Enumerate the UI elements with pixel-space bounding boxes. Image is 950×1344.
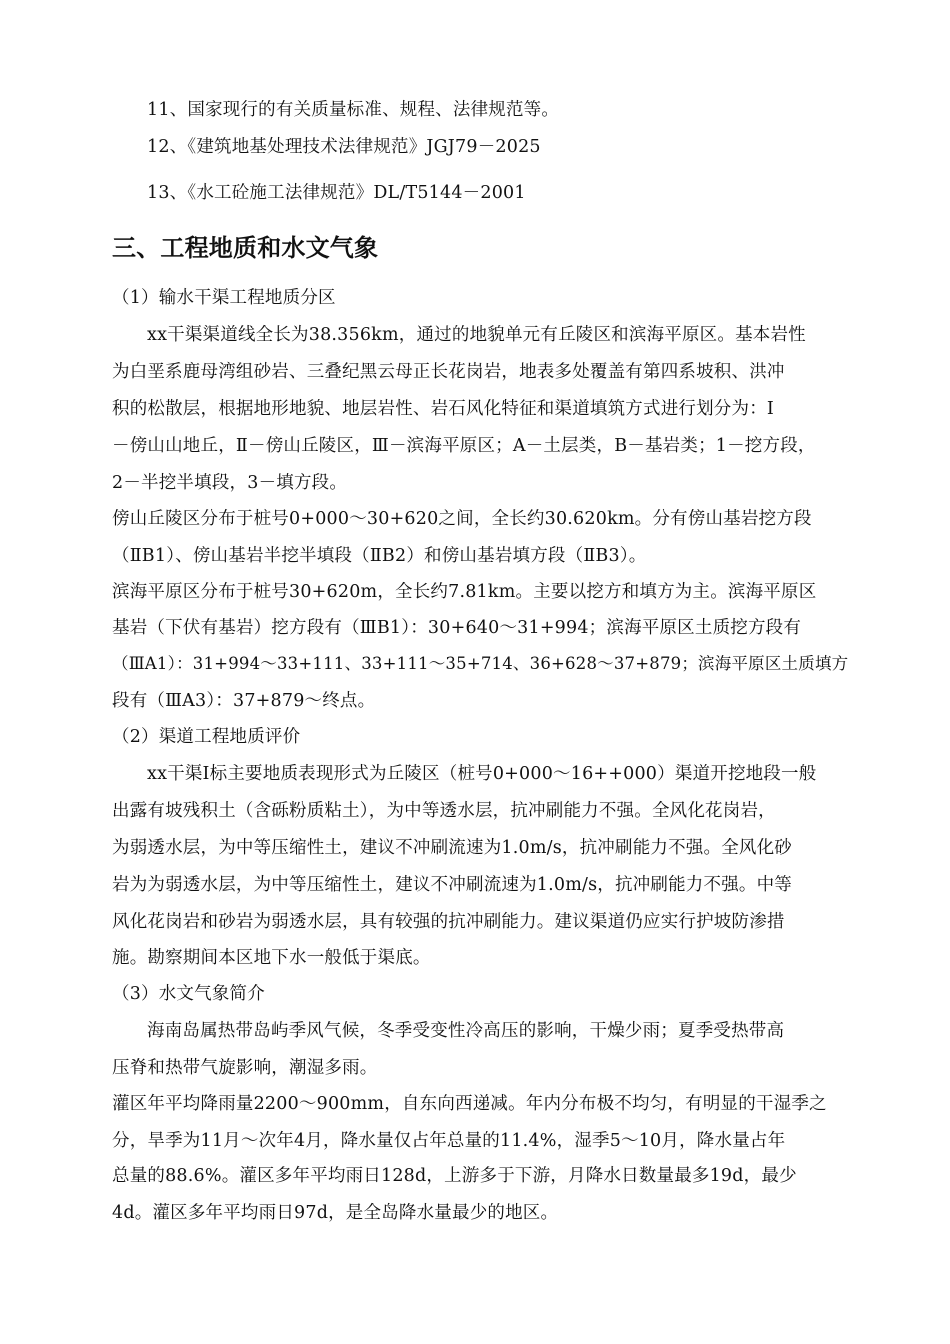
paragraph-line: 施。勘察期间本区地下水一般低于渠底。 [112, 948, 431, 968]
paragraph-line: 4d。灌区多年平均雨日97d，是全岛降水量最少的地区。 [112, 1203, 559, 1223]
paragraph-line: 分，旱季为11月～次年4月，降水量仅占年总量的11.4%，湿季5～10月，降水量占年 [112, 1131, 786, 1151]
paragraph-line: 海南岛属热带岛屿季风气候，冬季受变性冷高压的影响，干燥少雨；夏季受热带高 [147, 1021, 785, 1041]
paragraph-line: 为弱透水层，为中等压缩性土，建议不冲刷流速为1.0m/s，抗冲刷能力不强。全风化砂 [112, 838, 792, 858]
list-item: 11、国家现行的有关质量标准、规程、法律规范等。 [147, 100, 560, 120]
list-item: 13、《水工砼施工法律规范》DL/T5144－2001 [147, 183, 526, 203]
paragraph-line: 2－半挖半填段，3－填方段。 [112, 473, 348, 493]
paragraph-line: 积的松散层，根据地形地貌、地层岩性、岩石风化特征和渠道填筑方式进行划分为：Ⅰ [112, 399, 775, 419]
section-heading: 三、工程地质和水文气象 [112, 233, 379, 262]
paragraph-line: xx干渠渠道线全长为38.356km，通过的地貌单元有丘陵区和滨海平原区。基本岩性 [147, 325, 806, 345]
paragraph-line: 傍山丘陵区分布于桩号0+000～30+620之间，全长约30.620km。分有傍山基岩挖方段 [112, 509, 812, 529]
paragraph-line: 总量的88.6%。灌区多年平均雨日128d，上游多于下游，月降水日数量最多19d，最少 [112, 1166, 797, 1186]
paragraph-line: （ⅡB1）、傍山基岩半挖半填段（ⅡB2）和傍山基岩填方段（ⅡB3）。 [112, 546, 647, 566]
paragraph-line: xx干渠Ⅰ标主要地质表现形式为丘陵区（桩号0+000～16++000）渠道开挖地段一般 [147, 764, 817, 784]
paragraph-line: －傍山山地丘，Ⅱ－傍山丘陵区，Ⅲ－滨海平原区；A－土层类，B－基岩类；1－挖方段， [112, 436, 816, 456]
paragraph-line: 风化花岗岩和砂岩为弱透水层，具有较强的抗冲刷能力。建议渠道仍应实行护坡防渗措 [112, 912, 785, 932]
paragraph-line: 压脊和热带气旋影响，潮湿多雨。 [112, 1058, 378, 1078]
list-item: 12、《建筑地基处理技术法律规范》JGJ79－2025 [147, 137, 541, 157]
paragraph-line: 为白垩系鹿母湾组砂岩、三叠纪黑云母正长花岗岩，地表多处覆盖有第四系坡积、洪冲 [112, 362, 785, 382]
subsection-title: （3）水文气象简介 [112, 984, 265, 1004]
paragraph-line: 岩为为弱透水层，为中等压缩性土，建议不冲刷流速为1.0m/s，抗冲刷能力不强。中等 [112, 875, 792, 895]
paragraph-line: 基岩（下伏有基岩）挖方段有（ⅢB1）：30+640～31+994；滨海平原区土质挖方段有 [112, 618, 802, 638]
paragraph-line: 灌区年平均降雨量2200～900mm，自东向西递减。年内分布极不均匀，有明显的干湿季之 [112, 1094, 827, 1114]
paragraph-line: 出露有坡残积土（含砾粉质粘土），为中等透水层，抗冲刷能力不强。全风化花岗岩， [112, 801, 776, 821]
subsection-title: （1）输水干渠工程地质分区 [112, 288, 336, 308]
subsection-title: （2）渠道工程地质评价 [112, 727, 301, 747]
paragraph-line: 段有（ⅢA3）：37+879～终点。 [112, 691, 376, 711]
paragraph-line: 滨海平原区分布于桩号30+620m，全长约7.81km。主要以挖方和填方为主。滨海平原区 [112, 582, 817, 602]
paragraph-line: （ⅢA1）：31+994～33+111、33+111～35+714、36+628～37+879；滨海平原区土质填方 [112, 654, 849, 673]
